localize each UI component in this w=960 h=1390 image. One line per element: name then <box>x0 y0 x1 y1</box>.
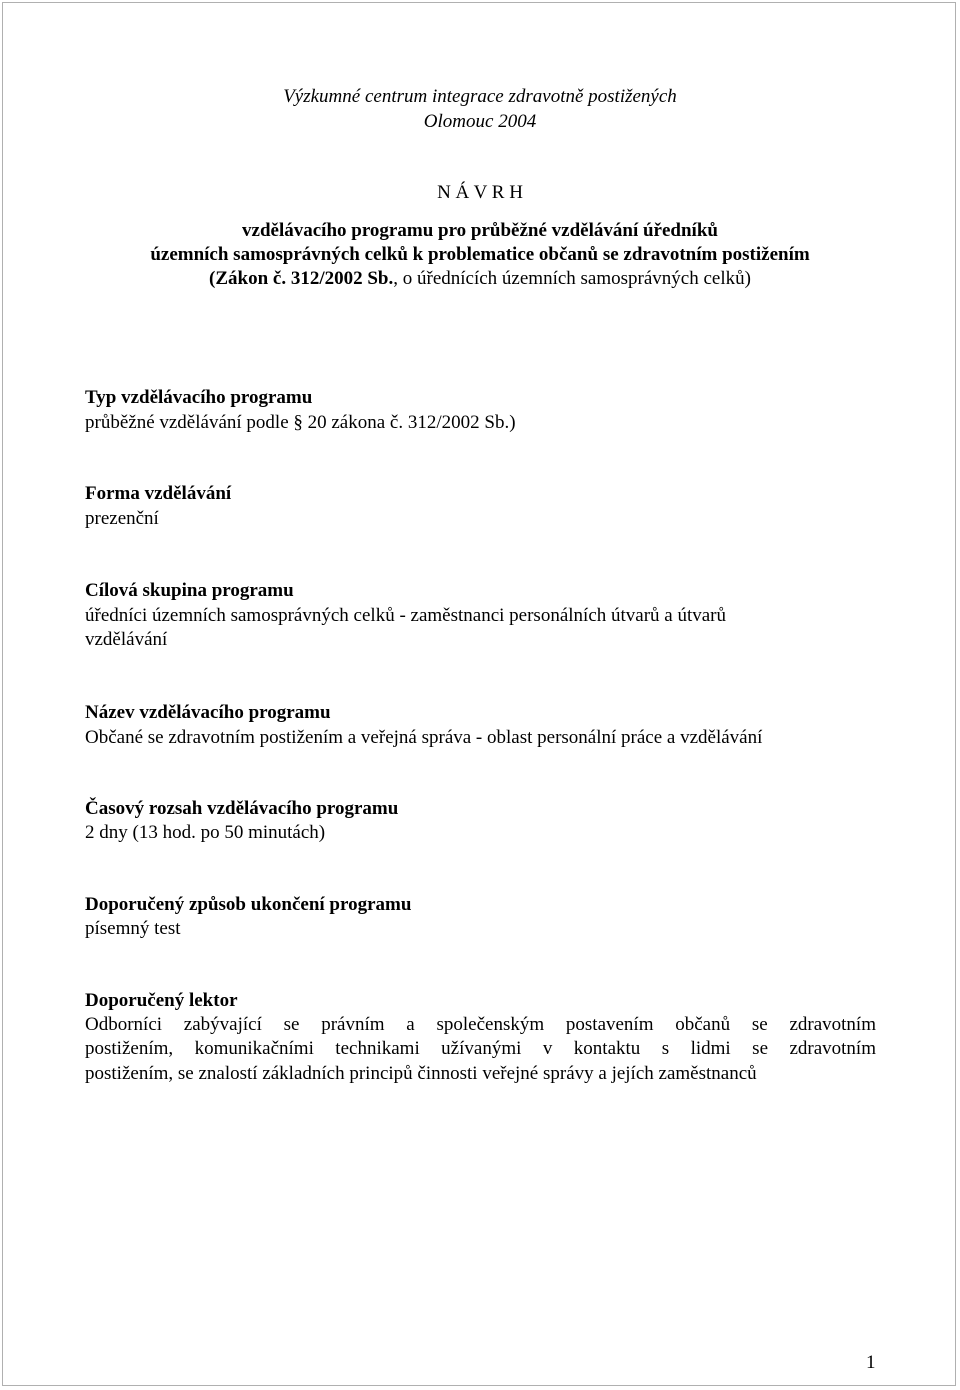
rozsah-label: Časový rozsah vzdělávacího programu <box>85 798 399 819</box>
page-frame <box>2 2 956 1386</box>
title-line-3-rest: , o úřednících územních samosprávných celků) <box>393 268 751 289</box>
ukonceni-label: Doporučený způsob ukončení programu <box>85 894 412 915</box>
cilova-value-line-1: úředníci územních samosprávných celků - zaměstnanci personálních útvarů a útvarů <box>85 605 727 626</box>
typ-label: Typ vzdělávacího programu <box>85 387 313 408</box>
nazev-label: Název vzdělávacího programu <box>85 702 331 723</box>
title-line-2: územních samosprávných celků k problematice občanů se zdravotním postižením <box>150 244 810 265</box>
title-line-3-law: (Zákon č. 312/2002 Sb. <box>209 268 394 289</box>
rozsah-value: 2 dny (13 hod. po 50 minutách) <box>85 822 326 843</box>
lektor-label: Doporučený lektor <box>85 990 238 1011</box>
page-number: 1 <box>866 1352 876 1373</box>
typ-value: průběžné vzdělávání podle § 20 zákona č. 312/2002 Sb.) <box>85 412 516 433</box>
forma-value: prezenční <box>85 508 159 529</box>
lektor-value-line-1: Odborníci zabývající se právním a společenským postavením občanů se zdravotním <box>85 1014 876 1035</box>
title-line-1: vzdělávacího programu pro průběžné vzdělávání úředníků <box>242 220 718 241</box>
nazev-value: Občané se zdravotním postižením a veřejná správa - oblast personální práce a vzdělávání <box>85 727 763 748</box>
forma-label: Forma vzdělávání <box>85 483 232 504</box>
ukonceni-value: písemný test <box>85 918 181 939</box>
document-heading: N Á V R H <box>437 182 523 203</box>
lektor-value-line-2: postižením, komunikačními technikami užívanými v kontaktu s lidmi se zdravotním <box>85 1038 876 1059</box>
place-year: Olomouc 2004 <box>423 111 537 132</box>
cilova-value-line-2: vzdělávání <box>85 629 168 650</box>
cilova-label: Cílová skupina programu <box>85 580 294 601</box>
institute-name: Výzkumné centrum integrace zdravotně postižených <box>283 86 677 107</box>
lektor-value-line-3: postižením, se znalostí základních principů činnosti veřejné správy a jejích zaměstnanců <box>85 1063 757 1084</box>
title-line-3 <box>0 267 960 291</box>
